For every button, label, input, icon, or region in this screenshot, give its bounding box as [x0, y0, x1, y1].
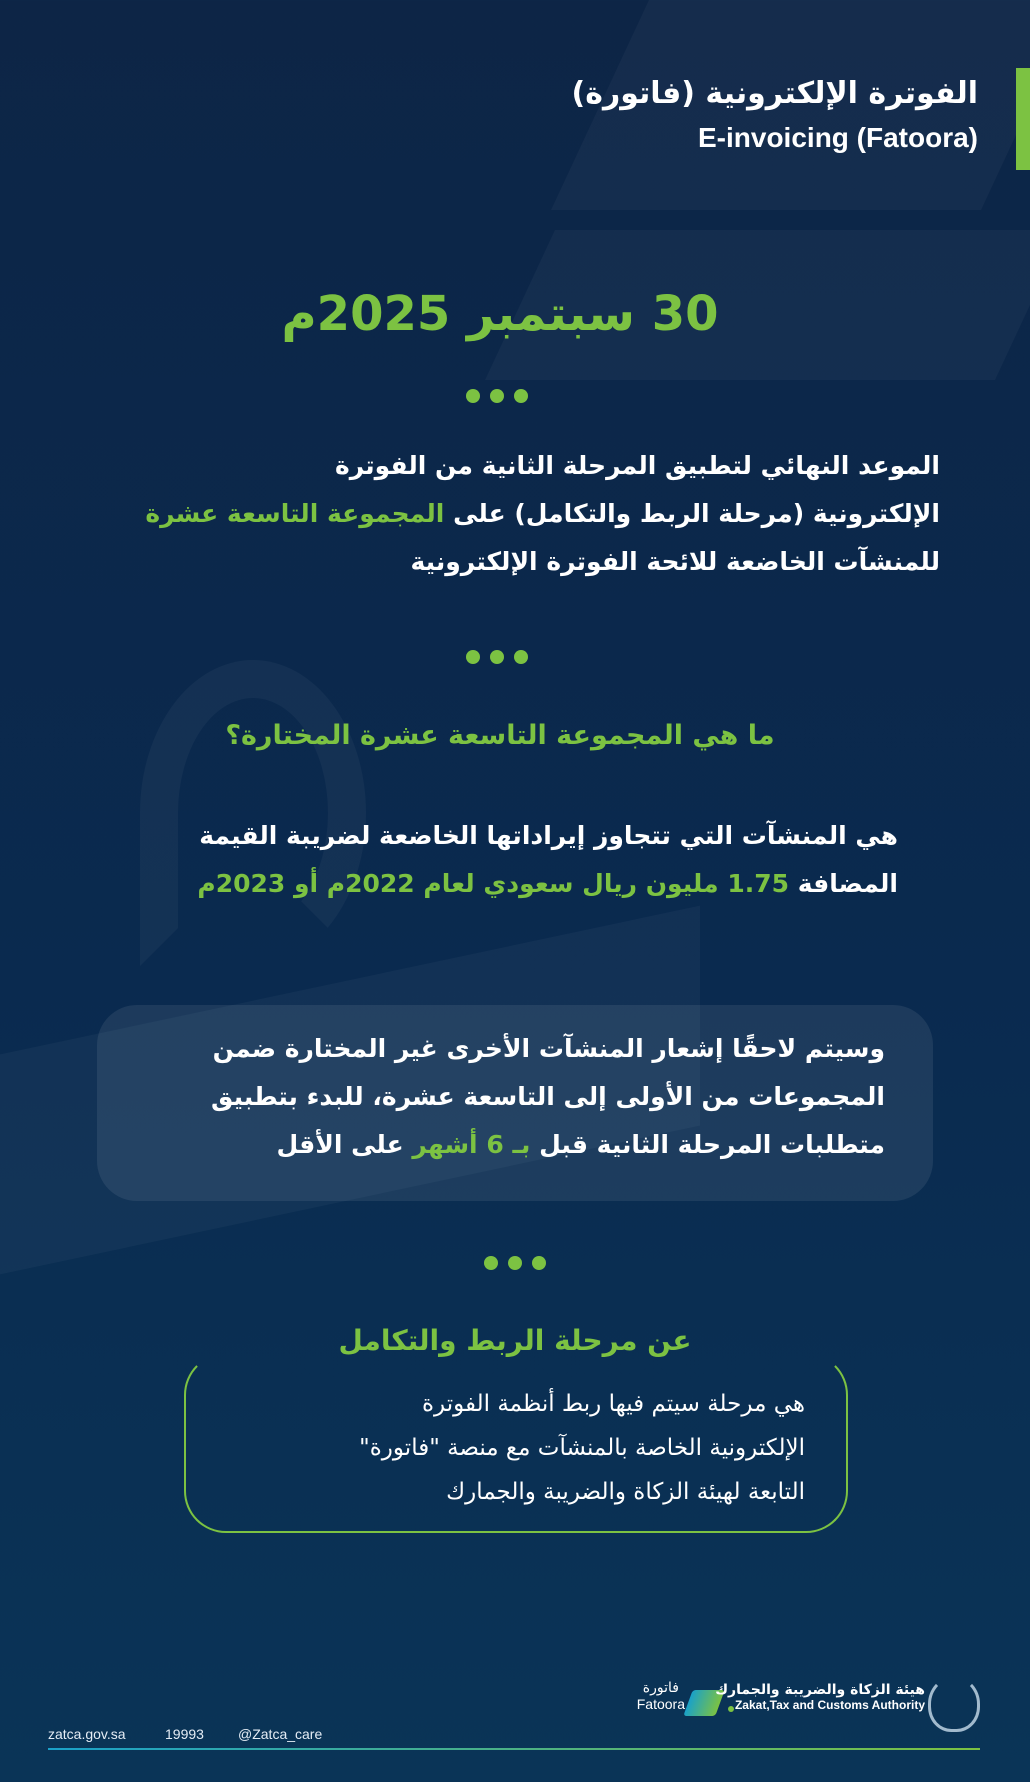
- separator-dots-3: [484, 1256, 546, 1270]
- header-title-ar: الفوترة الإلكترونية (فاتورة): [571, 76, 978, 111]
- deadline-paragraph: [60, 442, 940, 586]
- footer-website[interactable]: zatca.gov.sa: [48, 1726, 126, 1742]
- answer-threshold-highlight: 1.75 مليون ريال سعودي لعام 2022م أو 2023م: [197, 869, 790, 898]
- notice-months-highlight: بـ 6 أشهر: [412, 1130, 531, 1159]
- zatca-logo-en: Zakat,Tax and Customs Authority: [734, 1698, 925, 1712]
- deadline-line-3: للمنشآت الخاضعة للائحة الفوترة الإلكترونية: [410, 547, 940, 576]
- about-title: عن مرحلة الربط والتكامل: [338, 1324, 692, 1357]
- question-answer: [38, 812, 898, 908]
- header-accent-bar: [1016, 68, 1030, 170]
- zatca-logo-ar: هيئة الزكاة والضريبة والجمارك: [715, 1682, 925, 1698]
- footer: [0, 1662, 1030, 1782]
- header-title-en: E-invoicing (Fatoora): [698, 122, 978, 153]
- separator-dots-1: [466, 389, 528, 403]
- zatca-emblem-icon: [928, 1676, 980, 1732]
- notice-paragraph: [105, 1025, 885, 1169]
- deadline-date: 30 سبتمبر 2025م: [281, 286, 719, 342]
- deadline-line-1: الموعد النهائي لتطبيق المرحلة الثانية من الفوترة: [334, 451, 940, 480]
- deadline-group-highlight: المجموعة التاسعة عشرة: [145, 499, 445, 528]
- zatca-logo: [715, 1682, 925, 1712]
- footer-gradient-line: [48, 1748, 980, 1750]
- deadline-line-2a: الإلكترونية (مرحلة الربط والتكامل) على: [444, 499, 940, 528]
- notice-line-3a: متطلبات المرحلة الثانية قبل: [530, 1130, 885, 1159]
- question-title: ما هي المجموعة التاسعة عشرة المختارة؟: [225, 720, 775, 751]
- answer-line-1: هي المنشآت التي تتجاوز إيراداتها الخاضعة لضريبة القيمة: [199, 821, 898, 850]
- about-line-3: التابعة لهيئة الزكاة والضريبة والجمارك: [446, 1479, 805, 1505]
- notice-line-3c: على الأقل: [276, 1130, 413, 1159]
- fatoora-logo-ar: فاتورة: [642, 1680, 679, 1696]
- notice-line-2: المجموعات من الأولى إلى التاسعة عشرة، للبدء بتطبيق: [211, 1082, 885, 1111]
- about-paragraph: [215, 1382, 805, 1514]
- footer-handle[interactable]: @Zatca_care: [238, 1726, 323, 1742]
- notice-line-1: وسيتم لاحقًا إشعار المنشآت الأخرى غير المختارة ضمن: [212, 1034, 885, 1063]
- footer-phone[interactable]: 19993: [165, 1726, 204, 1742]
- about-line-1: هي مرحلة سيتم فيها ربط أنظمة الفوترة: [421, 1391, 805, 1417]
- about-line-2: الإلكترونية الخاصة بالمنشآت مع منصة "فاتورة": [359, 1435, 805, 1461]
- header: [572, 72, 978, 160]
- answer-line-2a: المضافة: [789, 869, 898, 898]
- fatoora-logo-en: Fatoora: [636, 1696, 685, 1712]
- separator-dots-2: [466, 650, 528, 664]
- fatoora-logo: [637, 1680, 685, 1712]
